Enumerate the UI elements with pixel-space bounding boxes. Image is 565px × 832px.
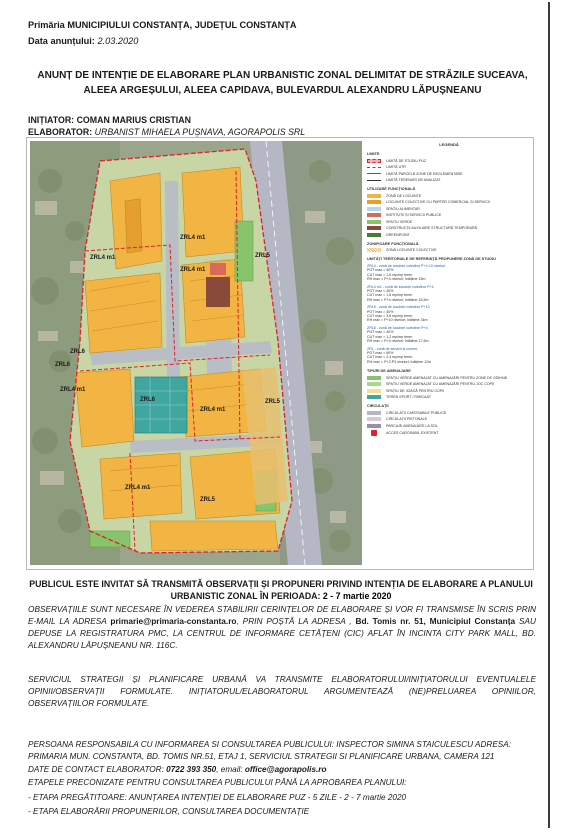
limit-parcel-swatch	[367, 173, 381, 174]
legend-section-limits: LIMITE	[367, 152, 380, 156]
legend-section-uses: UTILIZARE FUNCȚIONALĂ	[367, 187, 416, 191]
zone-label: ZRL4 m1	[60, 387, 86, 393]
limit-utr-swatch	[367, 167, 381, 168]
playground-swatch	[367, 389, 381, 393]
road-swatch	[367, 411, 381, 415]
paragraph-service: SERVICIUL STRATEGII ȘI PLANIFICARE URBANĂ VA TRANSMITE ELABORATORULUI/INIȚIATORULUI EVENTUALELE OPINII/OBSERVAȚII FORMULATE. INIȚIATORUL/ELABORATORUL ARGUMENTEAZĂ (NE)PRELUAREA OPINIILOR, OBSERVAȚIILOR FORMULATE.	[28, 674, 536, 708]
issuer-line: Primăria MUNICIPIULUI CONSTANȚA, JUDEȚUL CONSTANȚA	[28, 20, 297, 30]
legend-title: LEGENDĂ	[439, 142, 459, 147]
access-icon	[371, 430, 377, 436]
green-space-swatch	[367, 220, 381, 224]
public-invitation: PUBLICUL ESTE INVITAT SĂ TRANSMITĂ OBSERVAȚII ȘI PROPUNERI PRIVIND INTENȚIA DE ELABORARE A PLANULUI URBANISTIC ZONAL ÎN PERIOADA: 2 - 7 martie 2020	[29, 579, 533, 601]
mixed-housing-swatch	[367, 200, 381, 204]
stages-intro: ETAPELE PRECONIZATE PENTRU CONSULTAREA PUBLICULUI PÂNĂ LA APROBAREA PLANULUI:	[28, 778, 407, 787]
contact-phone: 0722 393 350	[166, 765, 217, 774]
urban-plan-map	[26, 137, 534, 570]
elaborator-line: ELABORATOR: URBANIST MIHAELA PUȘNAVA, AGORAPOLIS SRL	[28, 127, 306, 137]
zone-rule: ZRL5 - zonă de locuințe colective P+10 POT max = 40% CUT max = 3,6 mp/mp teren RH max = P+10 niveluri; înălțime 34m	[367, 305, 430, 323]
email-link[interactable]: primarie@primaria-constanta.ro	[110, 616, 237, 626]
zone-rule: ZRL - zonă de servicii și comerț POT max = 60% CUT max = 2,4 mp/mp teren RH max = P+2-P3 niveluri; înălțime 12m	[367, 346, 432, 364]
zone-rule: ZRL4 m1 - zonă de locuințe colective P+4 POT max = 40% CUT max = 1,6 mp/mp teren RH max = P+4 niveluri; înălțime 15,5m	[367, 284, 434, 302]
limit-study-swatch	[367, 159, 381, 163]
map-svg	[30, 141, 362, 565]
zone-label: ZRL4 m1	[180, 235, 206, 241]
pedestrian-swatch	[367, 417, 381, 421]
rest-green-swatch	[367, 376, 381, 380]
legend-section-zoning: ZONIFICARE FUNCȚIONALĂ	[367, 241, 419, 246]
paragraph-responsible: PERSOANA RESPONSABILA CU INFORMAREA SI CONSULTAREA PUBLICULUI: INSPECTOR SIMINA STAICULESCU ADRESA: PRIMARIA MUN. CONSTANTA, BD. TOMIS NR.51, ETAJ 1, SERVICIUL STRATEGII SI PLANIFICARE URBANA, CAMERA 121	[28, 740, 512, 761]
legend-section-circulation: CIRCULAȚII	[367, 404, 389, 409]
zone-label: ZRL6	[140, 397, 155, 403]
legend-section-arrangements: TIPURI DE AMENAJARE	[367, 369, 411, 374]
notice-title: ANUNȚ DE INTENȚIE DE ELABORARE PLAN URBANISTIC ZONAL DELIMITAT DE STRĂZILE SUCEAVA, ALEEA ARGEȘULUI, ALEEA CAPIDAVA, BULEVARDUL ALEXANDRU LĂPUȘNEANU	[37, 70, 528, 96]
map-legend: LEGENDĂ LIMITE LIMITĂ DE STUDIU PUZ LIMITĂ UTR LIMITĂ PARCELĂ ZONE DE REGLEMENTARE LIMITĂ TERENURI DE ANALIZAT UTILIZARE FUNCȚIONALĂ ZONĂ DE LOCUINȚE LOCUINȚE COLECTIVE CU PARTER COMERCIAL ȘI SERVICII SPAȚIU ALIMENTAR INSTITUȚII ȘI SERVICII PUBLICE SPAȚIU VERDE CONSTRUCȚII AUXILIARE STRUCTURĂ TEMPORARĂ GREENPOINT ZONIFICARE FUNCȚIONALĂ ZONĂ LOCUINȚE COLECTIVE UNITĂȚI TERITORIALE DE REFERINȚĂ PROPUNERE ZONĂ DE STUDIU ZRL4 - zonă de locuințe colective P+4-10 niveluri POT max = 40% CUT max = 1,6 mp/mp teren RH max = P+4 niveluri; înălțime 15m ZRL4 m1 - zonă de locuințe colective P+4 POT max = 40% CUT max = 1,6 mp/mp teren RH max = P+4 niveluri; înălțime 15,5m ZRL5 - zonă de locuințe colective P+10 POT max = 40% CUT max = 3,6 mp/mp teren RH max = P+10 niveluri; înălțime 34m ZRL6 - zonă de locuințe colective P+4 POT max = 40% CUT max = 1,2 mp/mp teren RH max = P+4 niveluri; înălțime 17,5m ZRL - zonă de servicii și comerț POT max = 60% CUT max = 2,4 mp/mp teren RH max = P+2-P3 niveluri; înălțime 12m TIPURI DE AMENAJARE SPAȚIU VERDE AMENAJAT CU AMENAJĂRI PENTRU ZONE DE ODIHNĂ SPAȚIU VERDE AMENAJAT CU AMENAJĂRI PENTRU JOC COPII SPAȚIU DE JOACĂ PENTRU COPII TEREN SPORT / PARCAJE CIRCULAȚII CIRCULAȚII CAROSABILE PUBLICE CIRCULAȚII PIETONALE PARCAJE AMENAJATE LA SOL ACCES CAROSABIL EXISTENT	[367, 140, 531, 566]
zone-label: ZRL5	[265, 399, 280, 405]
public-services-swatch	[367, 213, 381, 217]
play-green-swatch	[367, 382, 381, 386]
zoning-swatch	[367, 248, 381, 252]
sport-swatch	[367, 395, 381, 399]
parking-swatch	[367, 424, 381, 428]
zone-label: ZRL4 m1	[180, 267, 206, 273]
zone-rule: ZRL4 - zonă de locuințe colective P+4-10 niveluri POT max = 40% CUT max = 1,6 mp/mp teren RH max = P+4 niveluri; înălțime 15m	[367, 264, 446, 282]
zone-label: ZRL4 m1	[200, 407, 226, 413]
elaborator-name: URBANIST MIHAELA PUȘNAVA, AGORAPOLIS SRL	[94, 127, 306, 137]
zone-label: ZRL4 m1	[90, 255, 116, 261]
contact-email[interactable]: office@agorapolis.ro	[244, 765, 327, 774]
consultation-period: 2 - 7 martie 2020	[322, 591, 392, 601]
limit-analysis-swatch	[367, 180, 381, 181]
zone-rule: ZRL6 - zonă de locuințe colective P+4 POT max = 40% CUT max = 1,2 mp/mp teren RH max = P+4 niveluri; înălțime 17,5m	[367, 325, 429, 344]
zone-label: ZRL6	[55, 362, 70, 368]
zone-label: ZRL5	[255, 253, 270, 259]
postal-address: Bd. Tomis nr. 51, Municipiul Constanța	[355, 616, 516, 626]
zone-label: ZRL4 m1	[125, 485, 151, 491]
auxiliary-swatch	[367, 226, 381, 230]
housing-swatch	[367, 194, 381, 198]
greenpoint-swatch	[367, 233, 381, 237]
zone-label: ZRL5	[200, 497, 215, 503]
date-line: Data anunțului: 2.03.2020	[28, 36, 139, 46]
map-drawing	[30, 141, 362, 565]
legend-section-zones: UNITĂȚI TERITORIALE DE REFERINȚĂ PROPUNERE ZONĂ DE STUDIU	[367, 257, 496, 261]
paragraph-submission: OBSERVAȚIILE SUNT NECESARE ÎN VEDEREA STABILIRII CERINȚELOR DE ELABORARE ȘI VOR FI TRANSMISE ÎN SCRIS PRIN E-MAIL LA ADRESA primarie@primaria-constanta.ro, PRIN POȘTĂ LA ADRESA , Bd. Tomis nr. 51, Municipiul Constanța SAU DEPUSE LA REGISTRATURA PMC, LA CENTRUL DE INFORMARE CETĂȚENI (CIC) AFLAT ÎN INCINTA CITY PARK MALL, BD. ALEXANDRU LĂPUȘNEANU NR. 116C.	[28, 604, 536, 650]
initiator-line: INIȚIATOR: COMAN MARIUS CRISTIAN	[28, 115, 191, 125]
initiator-name: COMAN MARIUS CRISTIAN	[76, 115, 191, 125]
stage-elaboration: - ETAPA ELABORĂRII PROPUNERILOR, CONSULTAREA DOCUMENTAȚIE	[28, 807, 310, 816]
stage-preparatory: - ETAPA PREGĂTITOARE: ANUNȚAREA INTENȚIEI DE ELABORARE PUZ - 5 ZILE - 2 - 7 martie 2020	[28, 793, 407, 802]
zone-label: ZRL6	[70, 349, 85, 355]
food-space-swatch	[367, 207, 381, 211]
date-value: 2.03.2020	[97, 36, 139, 46]
elaborator-contact: DATE DE CONTACT ELABORATOR: 0722 393 350, email: office@agorapolis.ro	[28, 765, 327, 774]
